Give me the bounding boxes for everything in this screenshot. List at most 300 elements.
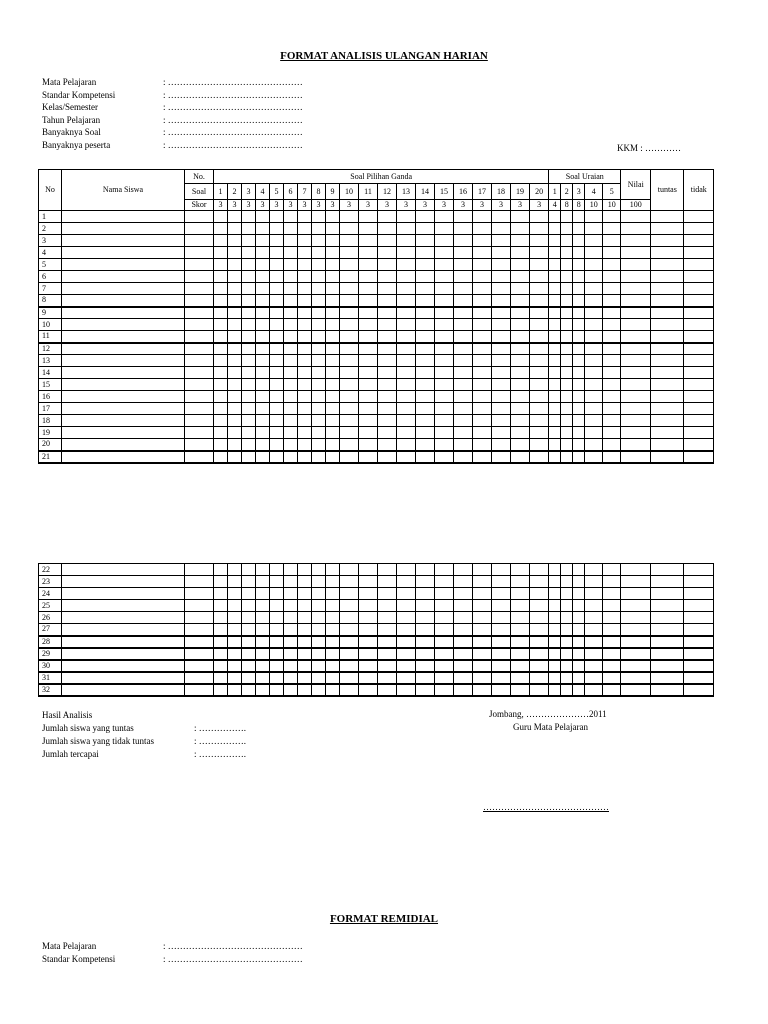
table-cell [585,331,603,343]
table-cell [473,307,492,319]
table-cell [603,564,621,576]
pg-score: 3 [359,200,378,211]
table-cell [603,307,621,319]
table-cell [454,271,473,283]
table-cell [242,672,256,684]
table-cell [473,331,492,343]
table-cell [585,235,603,247]
table-cell [530,636,549,648]
table-cell [340,211,359,223]
table-cell [549,636,561,648]
table-cell [256,235,270,247]
table-cell [454,295,473,307]
table-cell [242,271,256,283]
row-number: 13 [39,355,62,367]
table-cell [298,427,312,439]
table-cell [684,624,714,636]
table-cell [530,331,549,343]
table-cell [270,451,284,463]
table-cell [214,211,228,223]
table-cell [492,415,511,427]
table-cell [340,271,359,283]
table-cell [228,427,242,439]
table-cell [621,451,651,463]
table-cell [561,211,573,223]
table-cell [492,331,511,343]
table-cell [62,283,185,295]
table-cell [270,564,284,576]
table-cell [492,564,511,576]
table-cell [359,648,378,660]
table-cell [378,343,397,355]
table-cell [549,672,561,684]
table-cell [561,271,573,283]
table-cell [573,576,585,588]
table-cell [651,391,684,403]
table-cell [256,391,270,403]
hasil-label: Jumlah siswa yang tuntas [42,723,134,733]
table-cell [603,660,621,672]
table-cell [511,648,530,660]
table-cell [684,588,714,600]
table-cell [214,391,228,403]
table-cell [378,355,397,367]
table-cell [62,576,185,588]
table-cell [397,367,416,379]
table-cell [284,636,298,648]
table-cell [270,427,284,439]
table-cell [561,295,573,307]
table-cell [185,319,214,331]
table-cell [298,564,312,576]
table-cell [435,672,454,684]
table-row [39,295,714,307]
table-cell [340,235,359,247]
table-cell [242,439,256,451]
table-cell [416,684,435,696]
table-cell [416,439,435,451]
table-cell [473,367,492,379]
table-row [39,648,714,660]
pg-number: 17 [473,184,492,200]
table-cell [359,439,378,451]
table-cell [511,624,530,636]
table-cell [561,259,573,271]
table-cell [530,307,549,319]
table-cell [359,331,378,343]
table-cell [549,564,561,576]
table-cell [256,295,270,307]
table-cell [284,403,298,415]
row-number: 32 [39,684,62,696]
table-cell [454,600,473,612]
table-cell [585,391,603,403]
table-cell [359,588,378,600]
table-cell [378,211,397,223]
table-cell [312,451,326,463]
table-cell [573,259,585,271]
table-cell [185,211,214,223]
table-cell [359,600,378,612]
table-cell [312,355,326,367]
table-cell [397,648,416,660]
table-cell [684,576,714,588]
table-cell [312,271,326,283]
table-cell [684,427,714,439]
table-cell [256,355,270,367]
table-cell [270,259,284,271]
table-row [39,355,714,367]
table-cell [585,379,603,391]
table-cell [684,439,714,451]
table-cell [435,427,454,439]
table-cell [378,648,397,660]
header-nilai: Nilai [621,170,651,200]
table-cell [621,600,651,612]
table-cell [416,259,435,271]
table-cell [416,331,435,343]
table-cell [214,367,228,379]
table-cell [242,624,256,636]
table-cell [397,439,416,451]
table-cell [185,259,214,271]
table-cell [378,307,397,319]
table-cell [573,439,585,451]
table-cell [511,319,530,331]
info-label: Mata Pelajaran [42,77,97,87]
pg-score: 3 [214,200,228,211]
table-cell [340,451,359,463]
table-cell [228,235,242,247]
table-cell [340,600,359,612]
uraian-number: 2 [561,184,573,200]
table-cell [603,343,621,355]
table-cell [621,648,651,660]
table-cell [573,600,585,612]
table-cell [530,684,549,696]
table-cell [62,624,185,636]
table-cell [270,415,284,427]
table-cell [416,283,435,295]
table-cell [312,307,326,319]
table-cell [378,319,397,331]
table-cell [242,259,256,271]
table-cell [397,247,416,259]
table-cell [435,636,454,648]
table-cell [256,427,270,439]
table-cell [561,612,573,624]
table-cell [214,271,228,283]
pg-score: 3 [340,200,359,211]
table-cell [185,576,214,588]
table-cell [326,307,340,319]
table-cell [270,343,284,355]
table-cell [511,235,530,247]
table-cell [270,379,284,391]
pg-number: 15 [435,184,454,200]
table-cell [185,355,214,367]
table-cell [530,612,549,624]
table-cell [340,648,359,660]
table-cell [603,367,621,379]
table-cell [621,588,651,600]
table-row [39,235,714,247]
table-cell [549,355,561,367]
table-cell [340,283,359,295]
nilai-max: 100 [621,200,651,211]
table-cell [573,415,585,427]
table-cell [62,391,185,403]
table-cell [359,211,378,223]
table-cell [397,564,416,576]
table-cell [62,343,185,355]
table-cell [326,427,340,439]
table-cell [530,367,549,379]
row-number: 23 [39,576,62,588]
table-cell [270,223,284,235]
table-cell [378,588,397,600]
table-cell [585,295,603,307]
table-cell [185,235,214,247]
table-cell [378,612,397,624]
table-cell [473,564,492,576]
table-cell [549,403,561,415]
table-cell [242,331,256,343]
table-cell [359,379,378,391]
table-cell [561,379,573,391]
table-cell [378,331,397,343]
table-cell [684,403,714,415]
table-cell [416,624,435,636]
row-number: 27 [39,624,62,636]
table-cell [511,367,530,379]
table-cell [185,588,214,600]
table-cell [530,403,549,415]
table-cell [359,367,378,379]
table-cell [214,283,228,295]
table-cell [284,391,298,403]
table-cell [326,355,340,367]
table-cell [270,211,284,223]
table-cell [185,451,214,463]
table-cell [228,307,242,319]
table-cell [511,403,530,415]
row-number: 4 [39,247,62,259]
table-cell [214,451,228,463]
pg-number: 16 [454,184,473,200]
table-cell [397,379,416,391]
info-value: : ……………………………………… [163,89,303,100]
table-cell [573,379,585,391]
table-row [39,223,714,235]
table-cell [416,403,435,415]
table-cell [603,636,621,648]
table-cell [62,427,185,439]
table-cell [228,624,242,636]
table-cell [454,576,473,588]
table-cell [284,684,298,696]
table-cell [684,564,714,576]
table-cell [284,247,298,259]
table-cell [454,636,473,648]
table-cell [242,343,256,355]
table-cell [340,660,359,672]
table-cell [340,439,359,451]
table-cell [298,319,312,331]
table-cell [684,684,714,696]
table-cell [270,391,284,403]
table-cell [359,235,378,247]
table-cell [561,660,573,672]
table-cell [326,343,340,355]
table-cell [621,379,651,391]
uraian-score: 8 [561,200,573,211]
table-cell [270,576,284,588]
header-skor: Skor [185,200,214,211]
table-cell [473,319,492,331]
row-number: 8 [39,295,62,307]
table-cell [621,211,651,223]
table-cell [340,636,359,648]
table-cell [298,259,312,271]
table-cell [359,391,378,403]
table-cell [603,379,621,391]
remedial-title: FORMAT REMIDIAL [329,913,439,925]
table-cell [312,439,326,451]
row-number: 16 [39,391,62,403]
analysis-table-continued [38,563,714,697]
table-cell [185,672,214,684]
table-cell [435,343,454,355]
row-number: 28 [39,636,62,648]
table-cell [651,564,684,576]
table-cell [298,624,312,636]
table-cell [573,403,585,415]
table-cell [684,295,714,307]
table-cell [416,355,435,367]
table-cell [454,235,473,247]
table-cell [621,271,651,283]
table-cell [298,283,312,295]
info-label: Banyaknya peserta [42,139,111,150]
table-cell [621,391,651,403]
table-cell [298,391,312,403]
table-cell [511,379,530,391]
table-cell [270,307,284,319]
table-cell [256,600,270,612]
table-cell [651,343,684,355]
table-cell [270,636,284,648]
row-number: 12 [39,343,62,355]
table-cell [561,576,573,588]
table-cell [228,259,242,271]
table-cell [603,355,621,367]
header-nama-siswa: Nama Siswa [62,170,185,211]
table-cell [256,648,270,660]
table-cell [228,295,242,307]
table-cell [326,636,340,648]
table-cell [397,636,416,648]
table-cell [359,451,378,463]
table-cell [651,235,684,247]
table-cell [511,391,530,403]
table-cell [549,391,561,403]
table-cell [684,391,714,403]
table-cell [62,307,185,319]
table-cell [473,211,492,223]
table-cell [397,660,416,672]
table-cell [284,295,298,307]
table-cell [326,223,340,235]
table-cell [530,451,549,463]
table-cell [549,415,561,427]
table-cell [603,331,621,343]
table-cell [435,367,454,379]
table-cell [326,612,340,624]
table-cell [256,636,270,648]
table-cell [511,672,530,684]
table-cell [530,247,549,259]
table-cell [684,343,714,355]
table-cell [621,636,651,648]
uraian-number: 1 [549,184,561,200]
table-cell [454,588,473,600]
table-cell [312,636,326,648]
table-cell [530,415,549,427]
table-cell [284,235,298,247]
info-label: Mata Pelajaran [42,941,97,951]
table-cell [62,612,185,624]
table-cell [585,223,603,235]
info-value: : ……………………………………… [163,953,303,964]
table-cell [435,283,454,295]
table-cell [684,259,714,271]
info-value: : ……………………………………… [163,139,303,150]
table-cell [242,367,256,379]
table-cell [603,283,621,295]
table-cell [492,235,511,247]
table-cell [573,331,585,343]
table-cell [270,295,284,307]
table-cell [435,576,454,588]
table-cell [573,343,585,355]
table-cell [621,624,651,636]
table-cell [435,331,454,343]
table-cell [214,648,228,660]
table-cell [585,211,603,223]
table-cell [435,588,454,600]
uraian-score: 4 [549,200,561,211]
table-cell [312,660,326,672]
table-cell [359,427,378,439]
table-cell [397,588,416,600]
table-cell [585,307,603,319]
table-cell [492,247,511,259]
table-cell [228,636,242,648]
row-number: 3 [39,235,62,247]
table-cell [603,295,621,307]
table-cell [359,660,378,672]
table-cell [621,564,651,576]
table-cell [256,403,270,415]
table-row [39,427,714,439]
table-cell [185,331,214,343]
table-cell [62,271,185,283]
pg-score: 3 [454,200,473,211]
table-cell [378,235,397,247]
pg-number: 19 [511,184,530,200]
table-cell [684,415,714,427]
